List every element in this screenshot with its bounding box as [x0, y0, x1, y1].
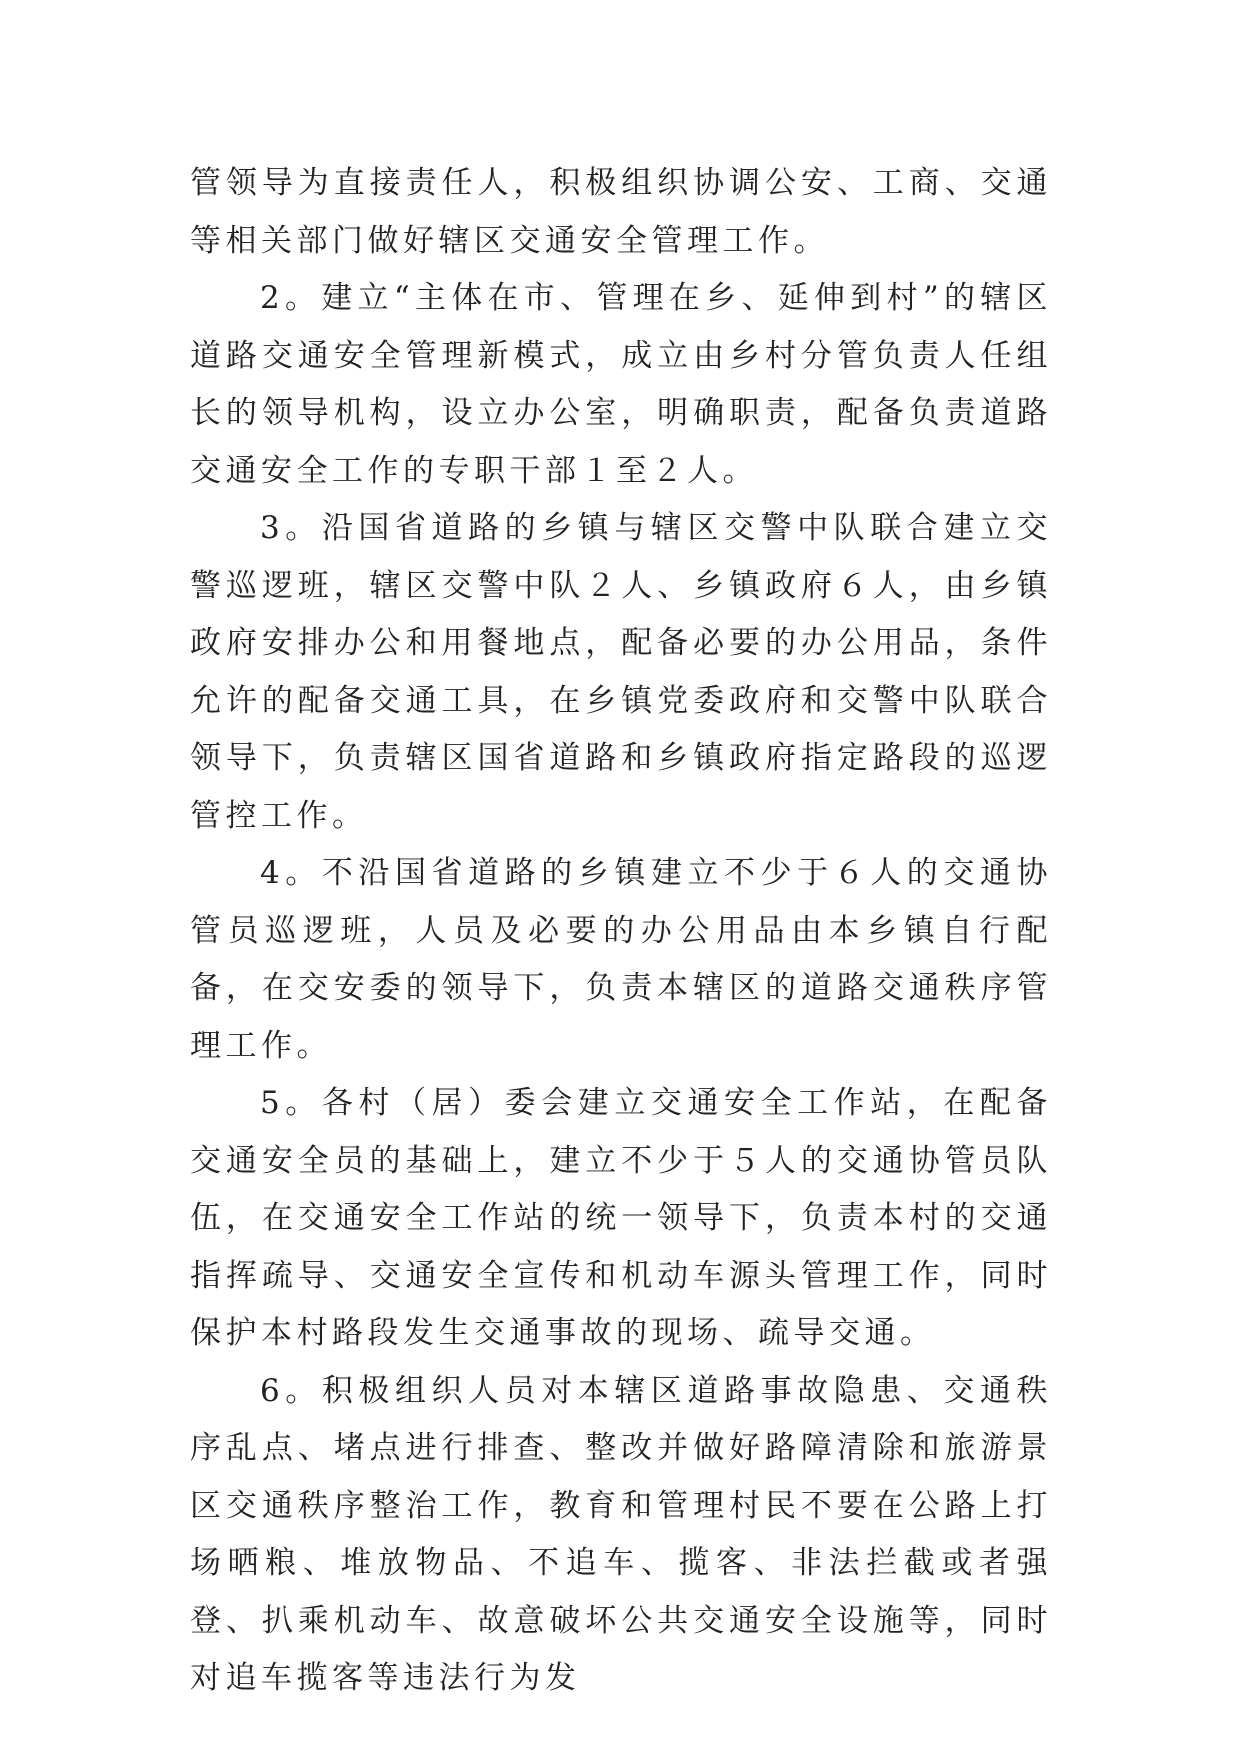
paragraph-item-4: 4。不沿国省道路的乡镇建立不少于６人的交通协管员巡逻班，人员及必要的办公用品由本乡镇自行配备，在交安委的领导下，负责本辖区的道路交通秩序管理工作。: [190, 855, 1052, 1064]
paragraph-item-6: 6。积极组织人员对本辖区道路事故隐患、交通秩序乱点、堵点进行排查、整改并做好路障清除和旅游景区交通秩序整治工作，教育和管理村民不要在公路上打场晒粮、堆放物品、不追车、揽客、非法拦截或者强登、扒乘机动车、故意破坏公共交通安全设施等，同时对追车揽客等违法行为发: [190, 1372, 1052, 1696]
paragraph-item-2: 2。建立“主体在市、管理在乡、延伸到村”的辖区道路交通安全管理新模式，成立由乡村分管负责人任组长的领导机构，设立办公室，明确职责，配备负责道路交通安全工作的专职干部１至２人。: [190, 280, 1052, 489]
paragraph-item-3: 3。沿国省道路的乡镇与辖区交警中队联合建立交警巡逻班，辖区交警中队２人、乡镇政府６人，由乡镇政府安排办公和用餐地点，配备必要的办公用品，条件允许的配备交通工具，在乡镇党委政府和交警中队联合领导下，负责辖区国省道路和乡镇政府指定路段的巡逻管控工作。: [190, 510, 1052, 834]
document-body: [190, 155, 1052, 1708]
paragraph-item-5: 5。各村（居）委会建立交通安全工作站，在配备交通安全员的基础上，建立不少于５人的交通协管员队伍，在交通安全工作站的统一领导下，负责本村的交通指挥疏导、交通安全宣传和机动车源头管理工作，同时保护本村路段发生交通事故的现场、疏导交通。: [190, 1085, 1052, 1351]
paragraph-continuation: 管领导为直接责任人，积极组织协调公安、工商、交通等相关部门做好辖区交通安全管理工作。: [190, 165, 1052, 259]
